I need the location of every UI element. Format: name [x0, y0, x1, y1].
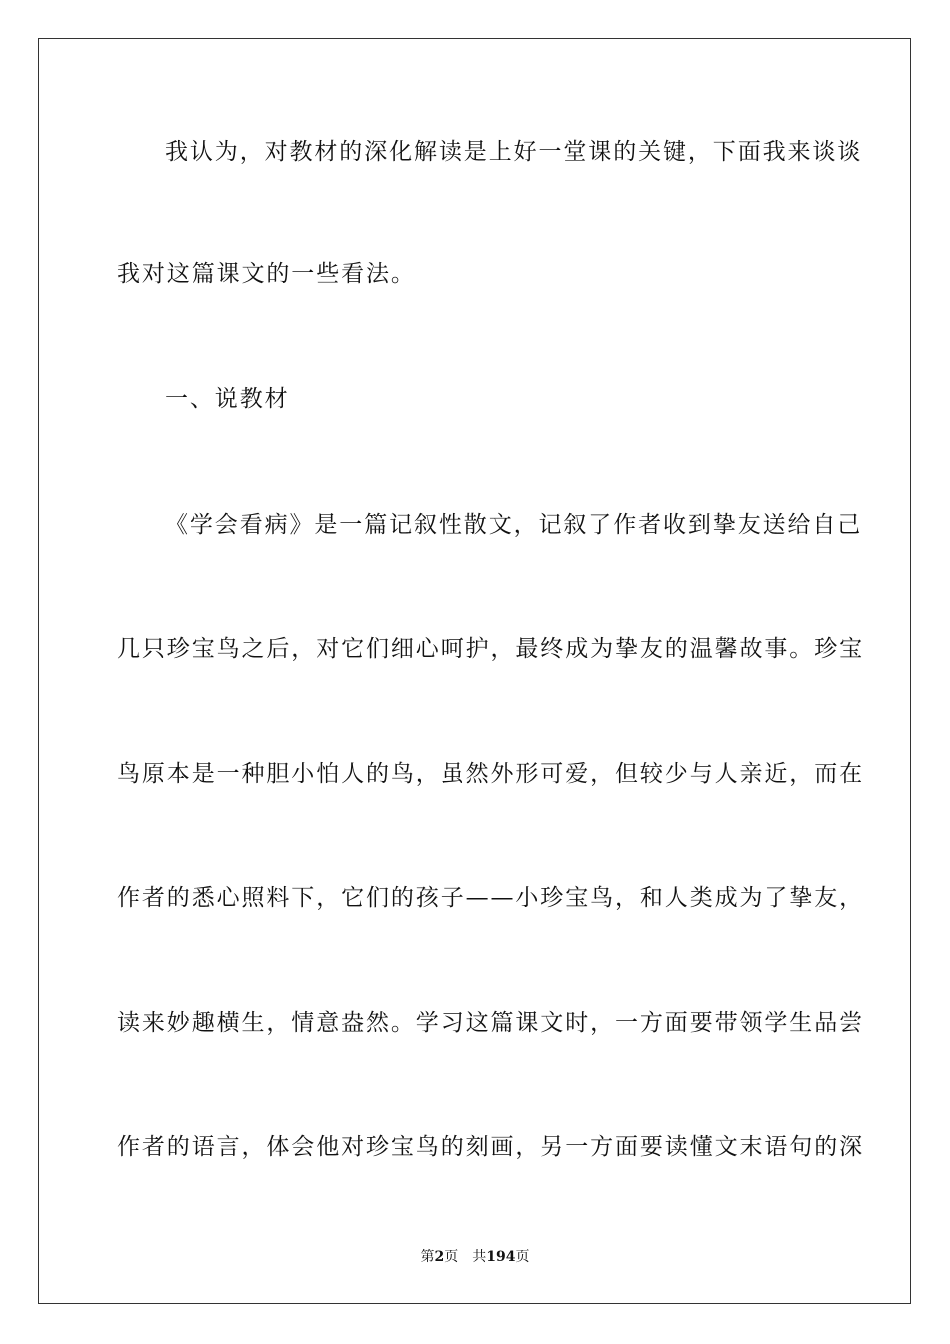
footer-total-suffix: 页	[515, 1249, 530, 1265]
paragraph-line-8: 作者的语言，体会他对珍宝鸟的刻画，另一方面要读懂文末语句的深	[117, 1134, 864, 1160]
page-border	[38, 38, 911, 1304]
footer-total-pages: 194	[486, 1249, 516, 1265]
footer-page-prefix: 第	[420, 1249, 435, 1265]
footer-total-prefix: 共	[472, 1249, 487, 1265]
footer-page-suffix: 页	[444, 1249, 459, 1265]
paragraph-line-7: 读来妙趣横生，情意盎然。学习这篇课文时，一方面要带领学生品尝	[117, 1010, 864, 1036]
section-heading: 一、说教材	[165, 386, 290, 412]
paragraph-line-6: 作者的悉心照料下，它们的孩子——小珍宝鸟，和人类成为了挚友，	[117, 885, 864, 911]
footer-page-number: 2	[434, 1249, 445, 1265]
paragraph-line-2: 我对这篇课文的一些看法。	[117, 261, 416, 287]
paragraph-line-5: 鸟原本是一种胆小怕人的鸟，虽然外形可爱，但较少与人亲近，而在	[117, 761, 864, 787]
paragraph-line-1: 我认为，对教材的深化解读是上好一堂课的关键，下面我来谈谈	[165, 139, 863, 165]
paragraph-line-4: 几只珍宝鸟之后，对它们细心呵护，最终成为挚友的温馨故事。珍宝	[117, 636, 864, 662]
page-footer	[0, 1248, 950, 1266]
paragraph-line-3: 《学会看病》是一篇记叙性散文，记叙了作者收到挚友送给自己	[165, 512, 863, 538]
